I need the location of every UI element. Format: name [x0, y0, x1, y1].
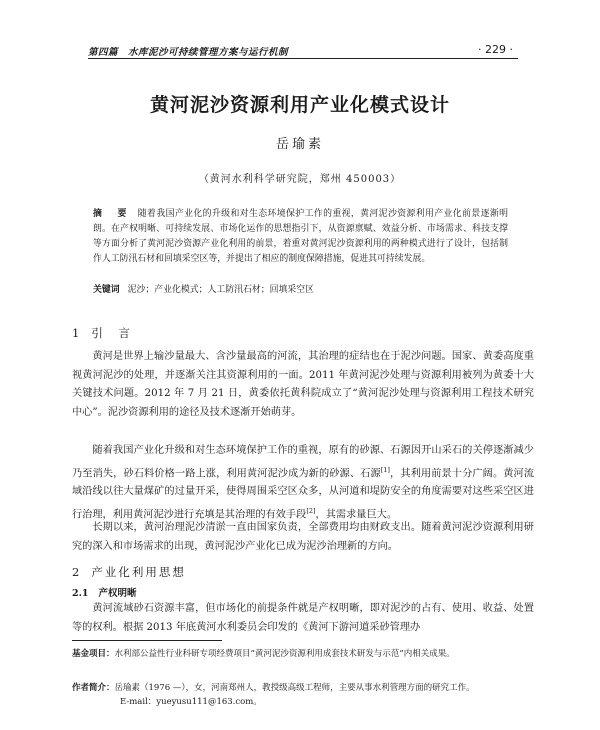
section-1-paragraph-1: 黄河是世界上输沙量最大、含沙量最高的河流，其治理的症结也在于泥沙问题。国家、黄委高度重视黄河泥沙的处理，并逐渐关注其资源利用的一面。2011 年黄河泥沙处理与资源利用被列为黄委十大关键技术问题。2012 年 7 月 21 日，黄委依托黄科院成立了“黄河泥沙处理与资源利用工程技术研究中心”。泥沙资源利用的途径及技术逐渐开始萌芽。 — [72, 351, 534, 418]
header-rule — [88, 58, 518, 59]
keywords-label: 关键词 — [93, 285, 120, 295]
citation-1: [1] — [380, 465, 390, 474]
section-2-title: 产业化利用思想 — [91, 565, 186, 579]
paper-title: 黄河泥沙资源利用产业化模式设计 — [149, 94, 450, 116]
paragraph-2-text-b: ，其利用前景十分广阔。黄河流域沿线以往大量煤矿的过量开采，使得周围采空区众多，从河道和堤防安全的角度需要对这些采空区进行治理，利用黄河泥沙进行充填是其治理的有效手段 — [72, 467, 535, 521]
footnote-author — [72, 682, 534, 709]
section-2-paragraph: 黄河流域砂石资源丰富，但市场化的前提条件就是产权明晰，即对泥沙的占有、使用、收益、处置等的权利。根据 2013 年底黄河水利委员会印发的《黄河下游河道采砂管理办 — [72, 603, 534, 633]
abstract — [93, 207, 508, 267]
fund-label: 基金项目： — [72, 649, 115, 659]
abstract-label: 摘 要 — [93, 209, 130, 219]
running-head: 第四篇 水库泥沙可持续管理方案与运行机制 — [88, 47, 289, 58]
footnote-rule — [72, 640, 222, 641]
section-1-paragraph-2 — [72, 442, 534, 525]
author-email: E-mail：yueyusu111@163.com。 — [120, 696, 262, 707]
subsection-2-1-title: 产权明晰 — [98, 588, 137, 599]
author-name: 岳瑜素 — [275, 137, 324, 152]
citation-2: [2] — [306, 506, 316, 515]
paragraph-2-text-a: 随着我国产业化升级和对生态环境保护工作的重视，原有的砂源、石源因开山采石的关停逐渐减少乃至消失，砂石料价格一路上涨，利用黄河泥沙成为新的砂源、石源 — [72, 445, 534, 479]
keywords-text: 泥沙；产业化模式；人工防汛石材；回填采空区 — [127, 285, 314, 295]
section-2-number: 2 — [72, 565, 82, 579]
subsection-2-1-heading — [72, 585, 137, 599]
author-bio-label: 作者简介： — [72, 683, 115, 693]
author-bio-text: 岳瑜素（1976 —），女，河南郑州人，教授级高级工程师，主要从事水利管理方面的研究工作。 — [114, 683, 475, 693]
fund-text: 水利部公益性行业科研专项经费项目“黄河泥沙资源利用成套技术研发与示范”内相关成果。 — [114, 649, 455, 659]
section-1-number: 1 — [72, 326, 82, 340]
keywords — [93, 283, 508, 298]
page-number: · 229 · — [478, 43, 513, 56]
section-1-paragraph-3: 长期以来，黄河治理泥沙清淤一直由国家负责，全部费用均由财政支出。随着黄河泥沙资源利用研究的深入和市场需求的出现，黄河泥沙产业化已成为泥沙治理新的方向。 — [72, 522, 534, 552]
section-1-title: 引 言 — [91, 326, 132, 340]
section-2-heading — [72, 564, 186, 580]
subsection-2-1-number: 2.1 — [72, 588, 89, 599]
footnote-fund — [72, 648, 534, 662]
abstract-text: 随着我国产业化的升级和对生态环境保护工作的重视，黄河泥沙资源利用产业化前景逐渐明朗。在产权明晰、可持续发展、市场化运作的思想指引下，从资源禀赋、效益分析、市场需求、科技支撑等方面分析了黄河泥沙资源产业化利用的前景，着重对黄河泥沙资源利用的两种模式进行了设计，包括制作人工防汛石材和回填采空区等，并提出了相应的制度保障措施，促进其可持续发展。 — [93, 209, 508, 264]
paragraph-2-text-c: ，其需求量巨大。 — [315, 509, 398, 521]
author-affiliation: （黄河水利科学研究院，郑州 450003） — [198, 174, 402, 185]
section-1-heading — [72, 325, 132, 341]
